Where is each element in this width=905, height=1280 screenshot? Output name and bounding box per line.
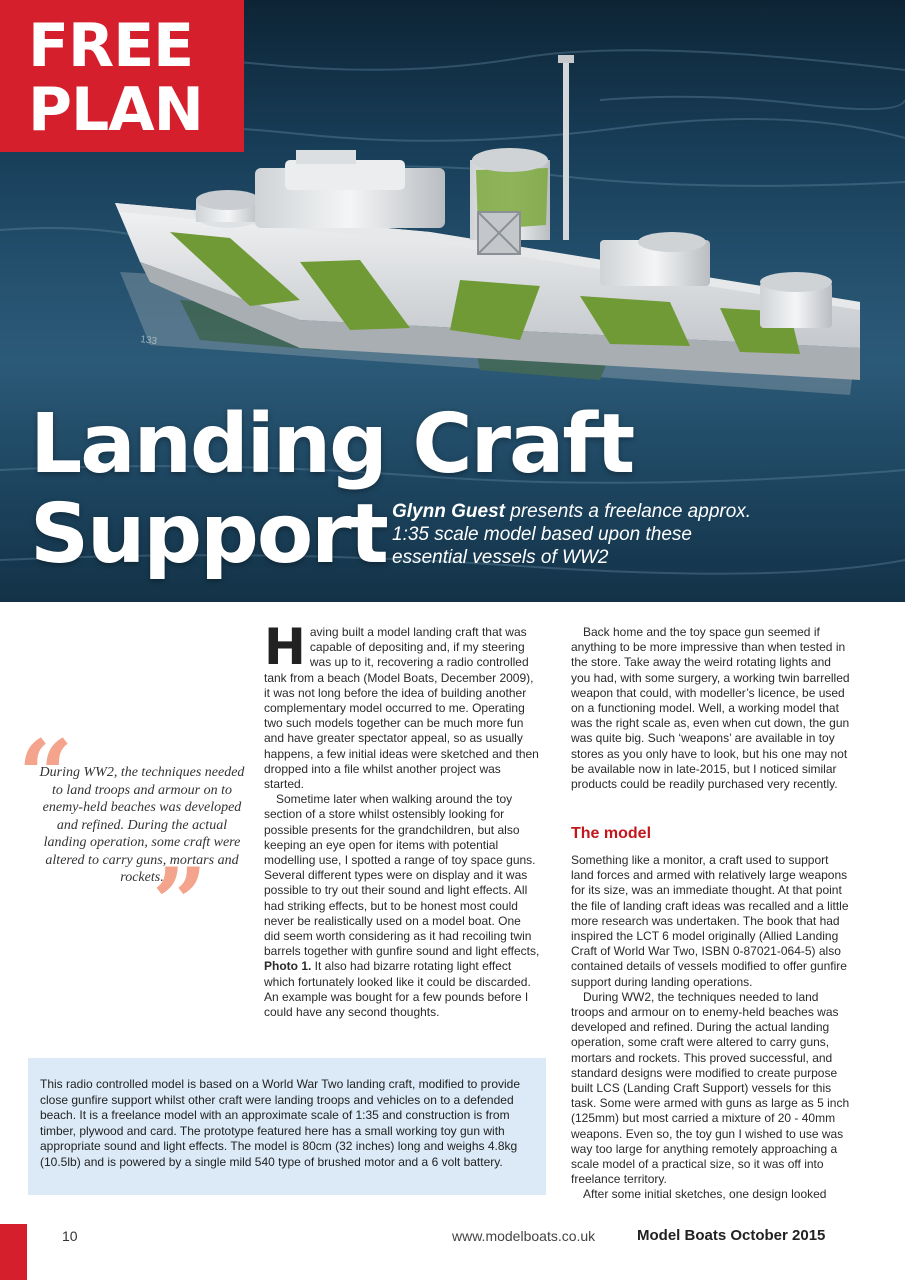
- website-url: www.modelboats.co.uk: [452, 1228, 596, 1244]
- page-number: 10: [62, 1228, 78, 1244]
- pullquote-open-mark: “: [18, 719, 74, 832]
- magazine-issue: Model Boats October 2015: [637, 1227, 826, 1244]
- paragraph: Back home and the toy space gun seemed if anything to be more impressive than when tested in the store. Take away the weird rotating lights and you had, with some surgery, a working twin barrelled weapon that could, with modeller’s licence, be used on a functioning model. Well, a working model that was the right scale as, even when cut down, the gun was quite big. Such ‘weapons’ are available in toy stores as you only have to look, but his one may not be available now in late-2015, but I noticed similar products could be readily purchased very recently.: [571, 625, 850, 792]
- article-title-line-2: Support: [30, 487, 387, 582]
- paragraph: After some initial sketches, one design looked: [583, 1187, 827, 1202]
- article-column-2-bottom: [571, 853, 853, 1203]
- subheading-the-model: The model: [571, 825, 652, 842]
- standfirst-text: presents a freelance approx. 1:35 scale model based upon these essential vessels of WW2: [392, 501, 752, 568]
- pullquote: During WW2, the techniques needed to land troops and armour on to enemy-held beaches was developed and refined. During the actual landing operation, some craft were altered to carry guns, mortars and rockets.: [39, 765, 245, 885]
- intro-paragraph: [264, 618, 540, 792]
- badge-line-2: PLAN: [28, 75, 203, 145]
- paragraph: [264, 792, 540, 1020]
- paragraph: Something like a monitor, a craft used to support land forces and armed with relatively large weapons for its size, was an immediate thought. At that point the file of landing craft ideas was recalled and a little more research was undertaken. The book that had inspired the LCT 6 model originally (Allied Landing Craft of World War Two, ISBN 0-87021-064-5) also contained details of vessels modified to offer gunfire support during landing operations.: [571, 853, 849, 989]
- free-plan-badge: [0, 0, 244, 152]
- model-info-box: This radio controlled model is based on a World War Two landing craft, modified to provide close gunfire support whilst other craft were landing troops and vehicles on to a defended beach. It is a freelance model with an approximate scale of 1:35 and construction is from timber, plywood and card. The prototype featured here has a small working toy gun with appropriate sound and light effects. The model is 80cm (32 inches) long and weighs 4.8kg (10.5lb) and is powered by a single mild 540 type of brushed motor and a 6 volt battery.: [28, 1058, 546, 1195]
- page-edge-tab: [0, 1224, 27, 1280]
- pullquote-close-mark: ”: [152, 847, 208, 960]
- standfirst: [392, 500, 772, 569]
- drop-cap: H: [264, 618, 306, 676]
- article-column-2-top: [571, 625, 853, 792]
- article-title-line-1: Landing Craft: [30, 397, 634, 492]
- author-name: Glynn Guest: [392, 501, 505, 522]
- hero-photo: [0, 0, 905, 602]
- paragraph-text: Sometime later when walking around the toy section of a store whilst ostensibly looking for possible presents for the grandchildren, but also keeping an eye open for items with potential modelling use, I spotted a range of toy space guns. Several different types were on display and it was possible to try out their sound and light effects. All had striking effects, but to be honest most could never be realistically used on a model boat. One did seem worth considering as it had recoiling twin barrels together with gunfire sound and light effects,: [264, 792, 540, 959]
- paragraph-text: It also had bizarre rotating light effect which fortunately looked like it could be discarded. An example was bought for a few pounds before I could have any second thoughts.: [264, 959, 531, 1020]
- paragraph: During WW2, the techniques needed to land troops and armour on to enemy-held beaches was developed and refined. During the actual landing operation, some craft were altered to carry guns, mortars and rockets. This proved successful, and standard designs were modified to create purpose built LCS (Landing Craft Support) vessels for this task. Some were armed with guns as large as 5 inch (125mm) but most carried a mixture of 20 - 40mm weapons. Even so, the toy gun I wished to use was way too large for anything remotely approaching a scale model of a practical size, so it was off into freelance territory.: [571, 989, 850, 1187]
- hull-number: 133: [139, 334, 158, 348]
- article-column-1: [264, 618, 540, 1020]
- photo-reference: Photo 1.: [264, 959, 312, 974]
- badge-line-1: FREE: [28, 11, 194, 81]
- intro-text: aving built a model landing craft that was capable of depositing and, if my steering was up to it, recovering a radio controlled tank from a beach (Model Boats, December 2009), it was not long before the idea of building another complementary model occurred to me. Operating two such models together can be much more fun and have greater spectator appeal, so as usually happens, a few initial ideas were sketched and then dropped into a file whilst another project was started.: [264, 625, 539, 792]
